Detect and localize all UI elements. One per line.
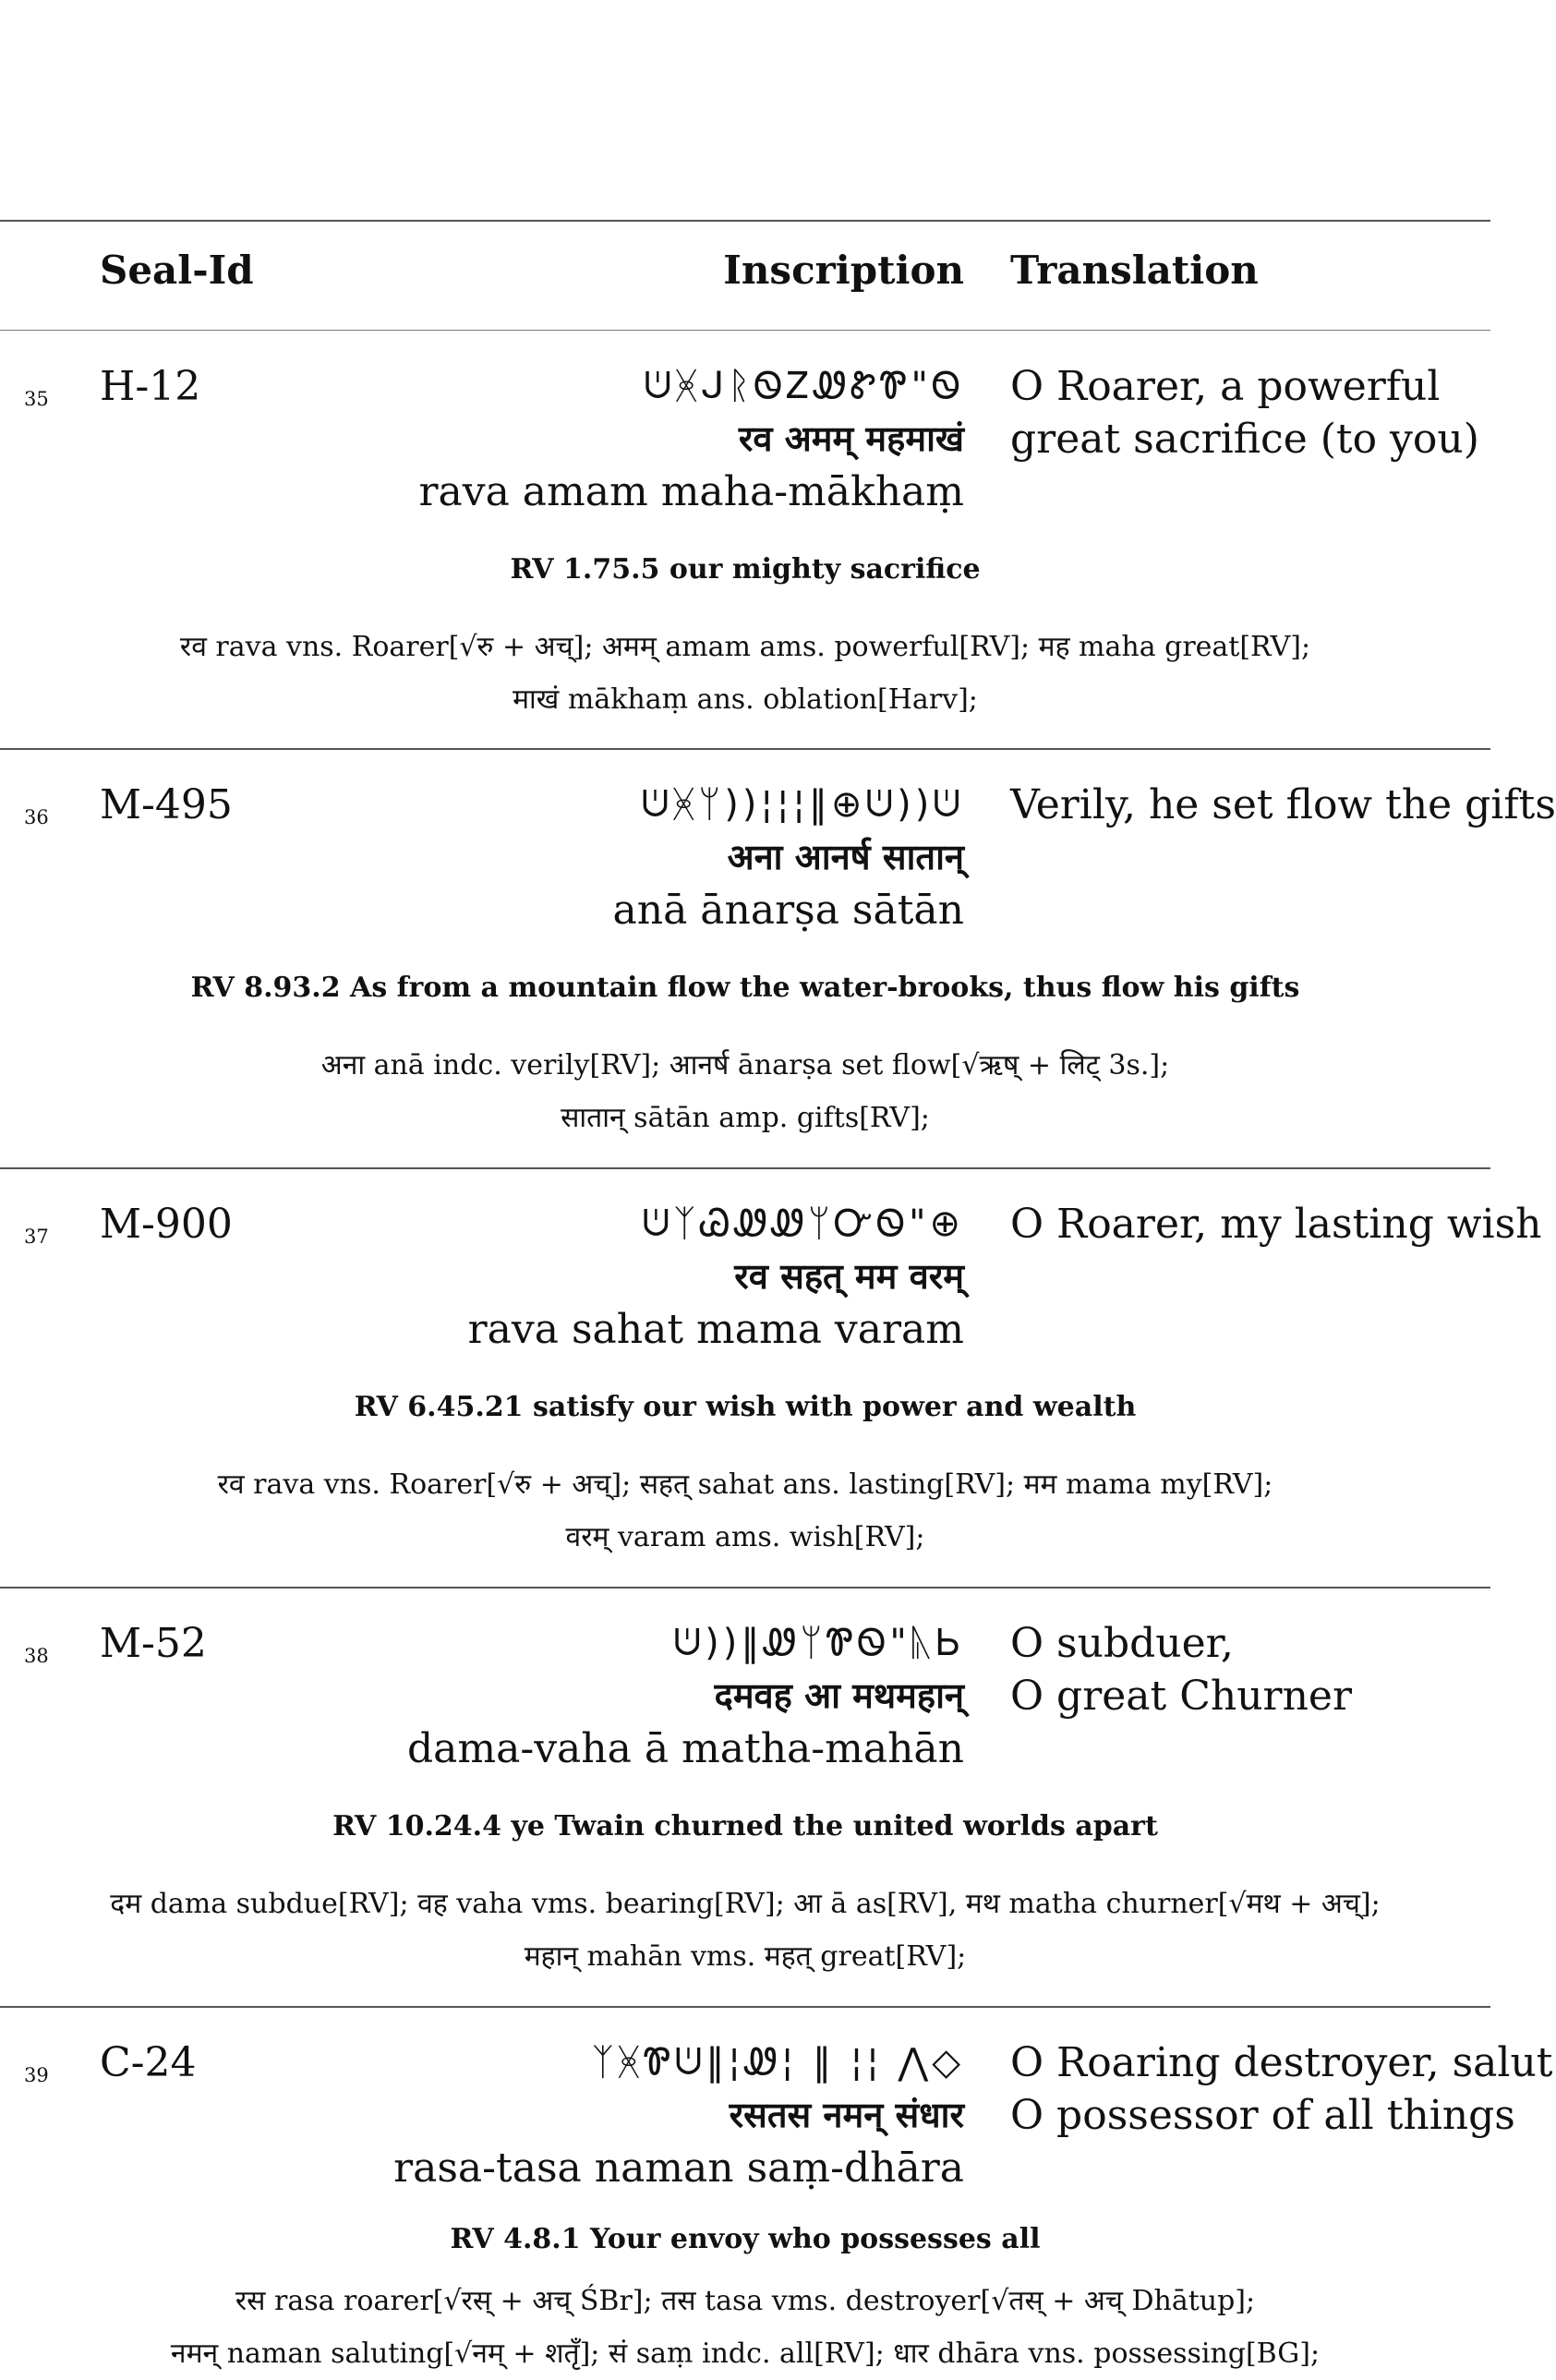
row-number: 37 bbox=[24, 1226, 49, 1248]
inscription-block bbox=[407, 1617, 964, 1775]
row-divider bbox=[0, 748, 1490, 750]
row-number: 35 bbox=[24, 388, 49, 410]
row-number: 39 bbox=[24, 2064, 49, 2086]
transliteration: rava amam maha-mākhaṃ bbox=[418, 468, 964, 515]
inscription-block bbox=[613, 779, 965, 936]
gloss-line: रस rasa roarer[√रस् + अच् ŚBr]; तस tasa vms. destroyer[√तस् + अच् Dhātup]; bbox=[235, 2285, 1256, 2317]
gloss-line: रव rava vns. Roarer[√रु + अच्]; सहत् sahat ans. lasting[RV]; मम mama my[RV]; bbox=[217, 1468, 1273, 1501]
transliteration: rasa-tasa naman saṃ-dhāra bbox=[393, 2144, 964, 2192]
translation bbox=[1010, 1617, 1352, 1722]
indus-script-inscription: ᕫᚸᛘ))¦¦¦‖⊕ᕫ))ᕫ bbox=[641, 783, 964, 826]
gloss-line: महान् mahān vms. महत् great[RV]; bbox=[524, 1940, 967, 1973]
seal-id: C-24 bbox=[100, 2039, 197, 2086]
rv-reference: RV 8.93.2 As from a mountain flow the water-brooks, thus flow his gifts bbox=[190, 972, 1300, 1004]
translation-line: O Roarer, my lasting wish bbox=[1010, 1201, 1542, 1248]
devanagari-reading: अना आनर्ष सातान् bbox=[727, 837, 964, 877]
gloss-line: रव rava vns. Roarer[√रु + अच्]; अमम् amam ams. powerful[RV]; मह maha great[RV]; bbox=[179, 631, 1311, 663]
indus-script-inscription: ᕫ))‖ᏪᛘᏈᏫ"ᚣᏏ bbox=[673, 1622, 964, 1664]
gloss-line: दम dama subdue[RV]; वह vaha vms. bearing[RV]; आ ā as[RV], मथ matha churner[√मथ + अच्]; bbox=[110, 1888, 1381, 1920]
translation-line: O Roaring destroyer, salut bbox=[1010, 2039, 1553, 2086]
rv-reference: RV 1.75.5 our mighty sacrifice bbox=[510, 553, 981, 586]
gloss-line: वरम् varam ams. wish[RV]; bbox=[565, 1521, 925, 1553]
row-divider bbox=[0, 2006, 1490, 2008]
row-divider bbox=[0, 1167, 1490, 1169]
translation-line: Verily, he set flow the gifts bbox=[1010, 781, 1556, 828]
header-rule bbox=[0, 330, 1490, 331]
devanagari-reading: दमवह आ मथमहान् bbox=[714, 1675, 964, 1716]
header-translation: Translation bbox=[1010, 248, 1259, 293]
gloss-line: नमन् naman saluting[√नम् + शतृँ]; सं saṃ indc. all[RV]; धार dhāra vns. possessing[BG]; bbox=[170, 2338, 1321, 2370]
rv-reference: RV 6.45.21 satisfy our wish with power and wealth bbox=[354, 1391, 1137, 1423]
gloss-line: अना anā indc. verily[RV]; आनर्ष ānarṣa set flow[√ऋष् + लिट् 3s.]; bbox=[320, 1049, 1170, 1081]
rv-reference: RV 10.24.4 ye Twain churned the united worlds apart bbox=[332, 1810, 1158, 1842]
row-number: 38 bbox=[24, 1645, 49, 1667]
indus-script-inscription: ᛉᚸᏈᕫ‖¦Ꮺ¦ ‖ ¦¦ ⋀◇ bbox=[591, 2041, 964, 2084]
seal-id: M-900 bbox=[100, 1201, 233, 1248]
translation bbox=[1010, 779, 1556, 831]
inscription-block bbox=[393, 2036, 964, 2194]
top-rule bbox=[0, 220, 1490, 222]
devanagari-reading: रसतस नमन् संधार bbox=[729, 2095, 964, 2135]
gloss-line: माखं mākhaṃ ans. oblation[Harv]; bbox=[513, 683, 978, 716]
header-inscription: Inscription bbox=[723, 248, 964, 293]
word-gloss bbox=[0, 1878, 1490, 1983]
transliteration: dama-vaha ā matha-mahān bbox=[406, 1725, 964, 1772]
translation bbox=[1010, 360, 1479, 465]
row-number: 36 bbox=[24, 806, 49, 828]
word-gloss bbox=[0, 621, 1490, 726]
seal-id: M-495 bbox=[100, 781, 233, 828]
devanagari-reading: रव सहत् मम वरम् bbox=[734, 1256, 964, 1297]
word-gloss bbox=[0, 2275, 1490, 2380]
translation-line: great sacrifice (to you) bbox=[1010, 416, 1479, 463]
translation bbox=[1010, 2036, 1552, 2142]
seal-id: H-12 bbox=[100, 363, 201, 410]
indus-script-inscription: ᕫᚸᒍᚱᏫᏃᏪᏑᏈ"Ꮻ bbox=[644, 365, 964, 407]
devanagari-reading: रव अमम् महमाखं bbox=[738, 418, 964, 459]
row-divider bbox=[0, 1587, 1490, 1589]
translation-line: O great Churner bbox=[1010, 1673, 1352, 1720]
inscription-block bbox=[468, 1198, 964, 1356]
translation-line: O possessor of all things bbox=[1010, 2092, 1515, 2139]
seal-id: M-52 bbox=[100, 1620, 207, 1667]
translation bbox=[1010, 1198, 1542, 1250]
gloss-line: सातान् sātān amp. gifts[RV]; bbox=[561, 1102, 930, 1134]
inscription-block bbox=[418, 360, 964, 518]
translation-line: O subduer, bbox=[1010, 1620, 1234, 1667]
transliteration: anā ānarṣa sātān bbox=[612, 887, 964, 934]
rv-reference: RV 4.8.1 Your envoy who possesses all bbox=[450, 2223, 1041, 2255]
header-seal-id: Seal-Id bbox=[100, 248, 254, 293]
translation-line: O Roarer, a powerful bbox=[1010, 363, 1441, 410]
indus-script-inscription: ᕫᛉᏊᏪᏪᛘᏅᏫ"⊕ bbox=[642, 1202, 964, 1245]
transliteration: rava sahat mama varam bbox=[467, 1306, 964, 1353]
word-gloss bbox=[0, 1458, 1490, 1564]
word-gloss bbox=[0, 1039, 1490, 1144]
